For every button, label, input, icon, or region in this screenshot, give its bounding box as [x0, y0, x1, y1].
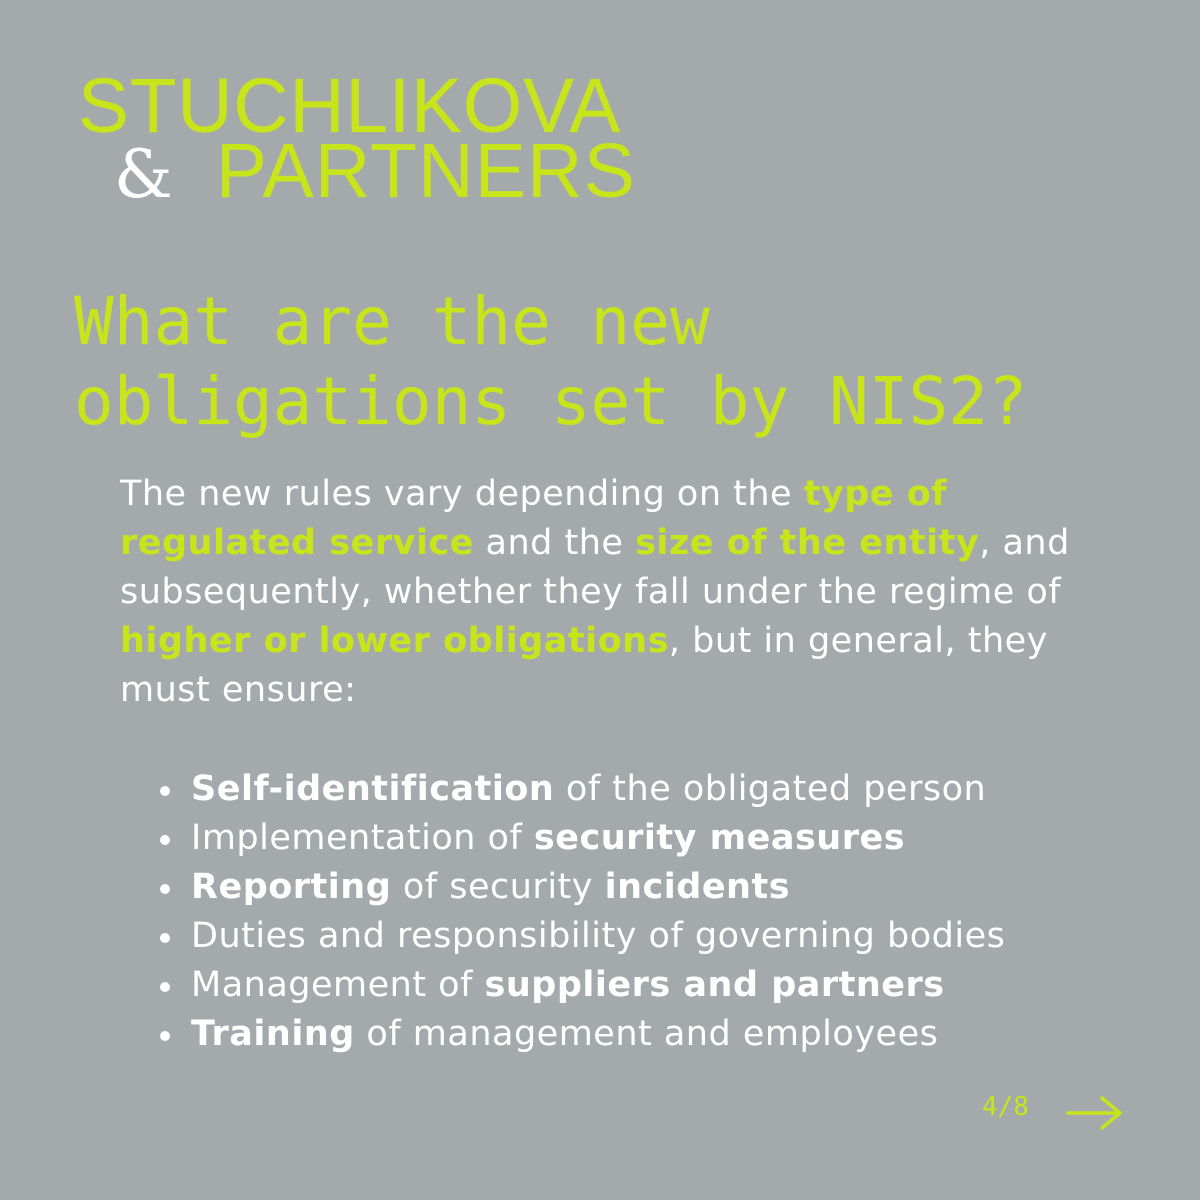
- list-item-bold: Self-identification: [191, 769, 555, 809]
- list-item-text: Management of: [191, 965, 485, 1005]
- intro-paragraph: [120, 470, 1130, 715]
- list-item: [155, 1010, 1005, 1059]
- arrow-right-icon[interactable]: [1066, 1094, 1124, 1132]
- obligations-list: [155, 765, 1005, 1059]
- brand-name-line1: STUCHLIKOVA: [78, 63, 622, 149]
- list-item: [155, 814, 1005, 863]
- list-item-text: of management and employees: [354, 1014, 939, 1054]
- list-item-text: Duties and responsibility of governing bodies: [191, 916, 1006, 956]
- page-title-line2: obligations set by NIS2?: [74, 363, 1028, 440]
- list-item: [155, 765, 1005, 814]
- list-item-bold: security measures: [533, 818, 906, 858]
- list-item-bold: suppliers and partners: [484, 965, 945, 1005]
- intro-highlight: type of regulated service: [120, 474, 947, 563]
- intro-text: The new rules vary depending on the: [120, 474, 804, 514]
- intro-highlight: size of the entity: [635, 523, 980, 563]
- list-item: [155, 912, 1005, 961]
- list-item-text: of security: [391, 867, 605, 907]
- page-indicator: 4/8: [982, 1092, 1029, 1122]
- list-item-text: Implementation of: [191, 818, 534, 858]
- list-item-bold: incidents: [604, 867, 791, 907]
- intro-text: , and subsequently, whether they fall under the regime of: [120, 523, 1070, 612]
- brand-ampersand: &: [114, 136, 174, 213]
- list-item-bold: Training: [191, 1014, 355, 1054]
- brand-logo: [78, 63, 638, 214]
- list-item: [155, 863, 1005, 912]
- list-item-text: of the obligated person: [554, 769, 987, 809]
- list-item-bold: Reporting: [191, 867, 392, 907]
- page-title: [74, 282, 1134, 442]
- intro-text: , but in general, they must ensure:: [120, 621, 1048, 710]
- intro-highlight: higher or lower obligations: [120, 621, 669, 661]
- intro-text: and the: [473, 523, 636, 563]
- brand-partners: PARTNERS: [215, 128, 636, 214]
- page-title-line1: What are the new: [74, 283, 710, 360]
- list-item: [155, 961, 1005, 1010]
